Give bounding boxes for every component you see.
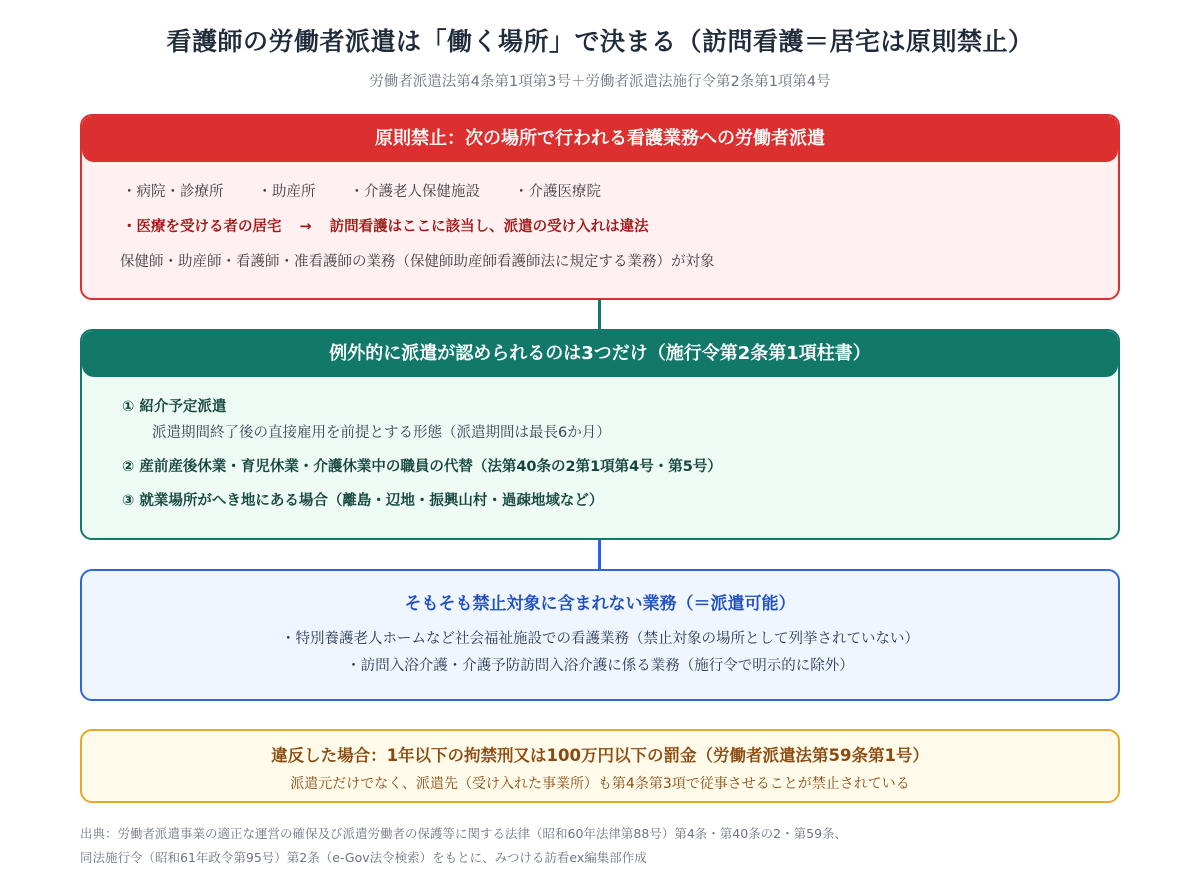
connector-line	[598, 540, 601, 570]
prohibited-scope: 保健師・助産師・看護師・准看護師の業務（保健師助産師看護師法に規定する業務）が対象	[120, 254, 715, 270]
not-covered-line-1: ・特別養護老人ホームなど社会福祉施設での看護業務（禁止対象の場所として列挙されていない）	[281, 631, 919, 647]
exception-item-3: ③ 就業場所がへき地にある場合（離島・辺地・振興山村・過疎地域など）	[122, 493, 604, 509]
prohibited-box	[80, 114, 1120, 300]
home-note: 訪問看護はここに該当し、派遣の受け入れは違法	[329, 219, 649, 235]
penalty-box	[80, 729, 1120, 803]
penalty-header: 違反した場合：1年以下の拘禁刑又は100万円以下の罰金（労働者派遣法第59条第1号）	[271, 746, 929, 765]
source-line-1: 出典：労働者派遣事業の適正な運営の確保及び派遣労働者の保護等に関する法律（昭和60年法律第88号）第4条・第40条の2・第59条、	[80, 826, 848, 841]
place-midwifery: ・助産所	[257, 184, 316, 200]
place-geriatric-facility: ・介護老人保健施設	[349, 184, 480, 200]
prohibited-places	[122, 180, 1118, 204]
place-hospital: ・病院・診療所	[122, 184, 224, 200]
exceptions-header: 例外的に派遣が認められるのは3つだけ（施行令第2条第1項柱書）	[82, 331, 1118, 377]
source-line-2: 同法施行令（昭和61年政令第95号）第2条（e-Gov法令検索）をもとに、みつける訪看ex編集部作成	[80, 850, 647, 865]
page-title: 看護師の労働者派遣は「働く場所」で決まる（訪問看護＝居宅は原則禁止）	[166, 27, 1034, 56]
home-place: ・医療を受ける者の居宅	[122, 219, 282, 235]
connector-line	[598, 300, 601, 330]
exception-item-2: ② 産前産後休業・育児休業・介護休業中の職員の代替（法第40条の2第1項第4号・第5号）	[122, 459, 722, 475]
arrow-icon: →	[299, 219, 312, 235]
source-note	[80, 822, 1120, 870]
prohibited-body	[82, 162, 1118, 274]
exceptions-body	[82, 377, 1118, 513]
not-covered-header: そもそも禁止対象に含まれない業務（＝派遣可能）	[404, 594, 796, 614]
penalty-note: 派遣元だけでなく、派遣先（受け入れた事業所）も第4条第3項で従事させることが禁止されている	[290, 776, 910, 792]
place-care-medical: ・介護医療院	[514, 184, 601, 200]
exception-item-1: ① 紹介予定派遣	[122, 399, 227, 415]
not-covered-line-2: ・訪問入浴介護・介護予防訪問入浴介護に係る業務（施行令で明示的に除外）	[346, 658, 854, 674]
exceptions-box	[80, 329, 1120, 540]
exception-item-1-note: 派遣期間終了後の直接雇用を前提とする形態（派遣期間は最長6か月）	[152, 425, 611, 441]
home-care-line	[122, 215, 1118, 239]
not-covered-box	[80, 569, 1120, 701]
prohibited-header: 原則禁止：次の場所で行われる看護業務への労働者派遣	[82, 116, 1118, 162]
page-subtitle: 労働者派遣法第4条第1項第3号＋労働者派遣法施行令第2条第1項第4号	[369, 74, 831, 90]
